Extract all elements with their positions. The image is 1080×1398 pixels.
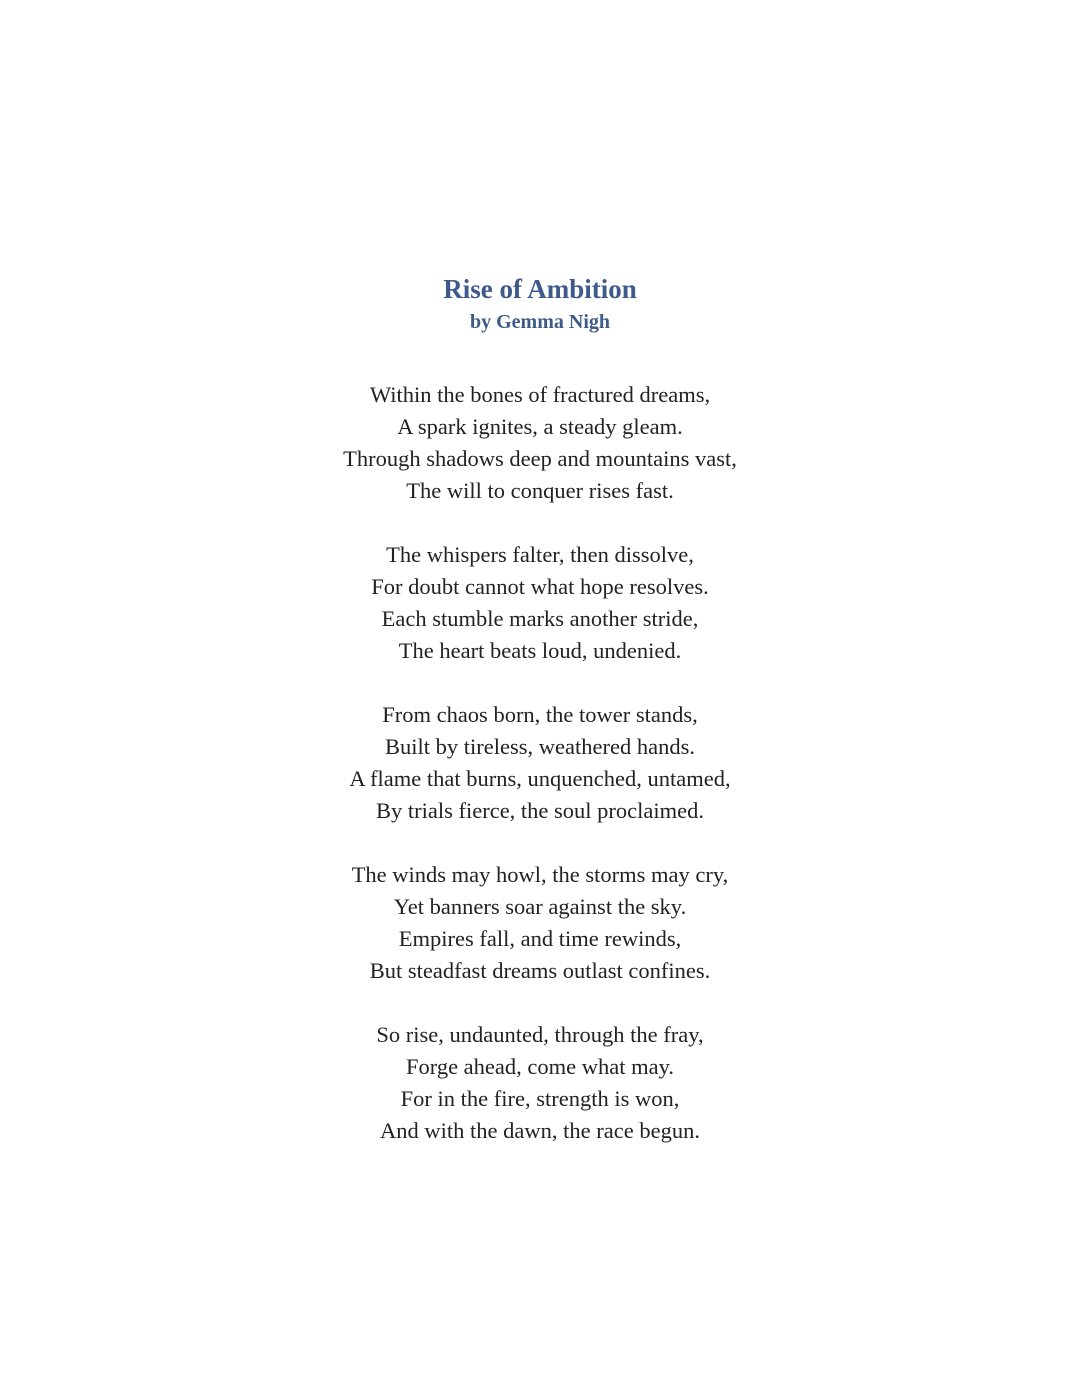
poem-line: And with the dawn, the race begun. <box>380 1118 700 1143</box>
poem-line: By trials fierce, the soul proclaimed. <box>375 798 705 823</box>
poem-line: So rise, undaunted, through the fray, <box>376 1022 704 1047</box>
stanza <box>0 859 1080 987</box>
stanza <box>0 699 1080 827</box>
stanza <box>0 1019 1080 1147</box>
poem-line: Through shadows deep and mountains vast, <box>343 446 737 471</box>
poem-line: The heart beats loud, undenied. <box>398 638 682 663</box>
poem-line: The winds may howl, the storms may cry, <box>351 862 729 887</box>
poem-line: Within the bones of fractured dreams, <box>369 382 711 407</box>
poem-line: From chaos born, the tower stands, <box>382 702 698 727</box>
poem-line: For in the fire, strength is won, <box>400 1086 680 1111</box>
poem-line: But steadfast dreams outlast confines. <box>369 958 711 983</box>
poem-line: The whispers falter, then dissolve, <box>386 542 694 567</box>
poem-line: A spark ignites, a steady gleam. <box>397 414 683 439</box>
poem-line: Each stumble marks another stride, <box>381 606 699 631</box>
poem-line: Forge ahead, come what may. <box>405 1054 675 1079</box>
poem-line: For doubt cannot what hope resolves. <box>371 574 709 599</box>
poem-line: A flame that burns, unquenched, untamed, <box>349 766 731 791</box>
poem-author: by Gemma Nigh <box>470 311 610 333</box>
poem-title: Rise of Ambition <box>443 274 637 304</box>
poem-line: Empires fall, and time rewinds, <box>398 926 682 951</box>
poem-body <box>0 379 1080 1179</box>
stanza <box>0 539 1080 667</box>
poem-line: Yet banners soar against the sky. <box>393 894 687 919</box>
poem-line: The will to conquer rises fast. <box>406 478 674 503</box>
poem-line: Built by tireless, weathered hands. <box>385 734 695 759</box>
stanza <box>0 379 1080 507</box>
